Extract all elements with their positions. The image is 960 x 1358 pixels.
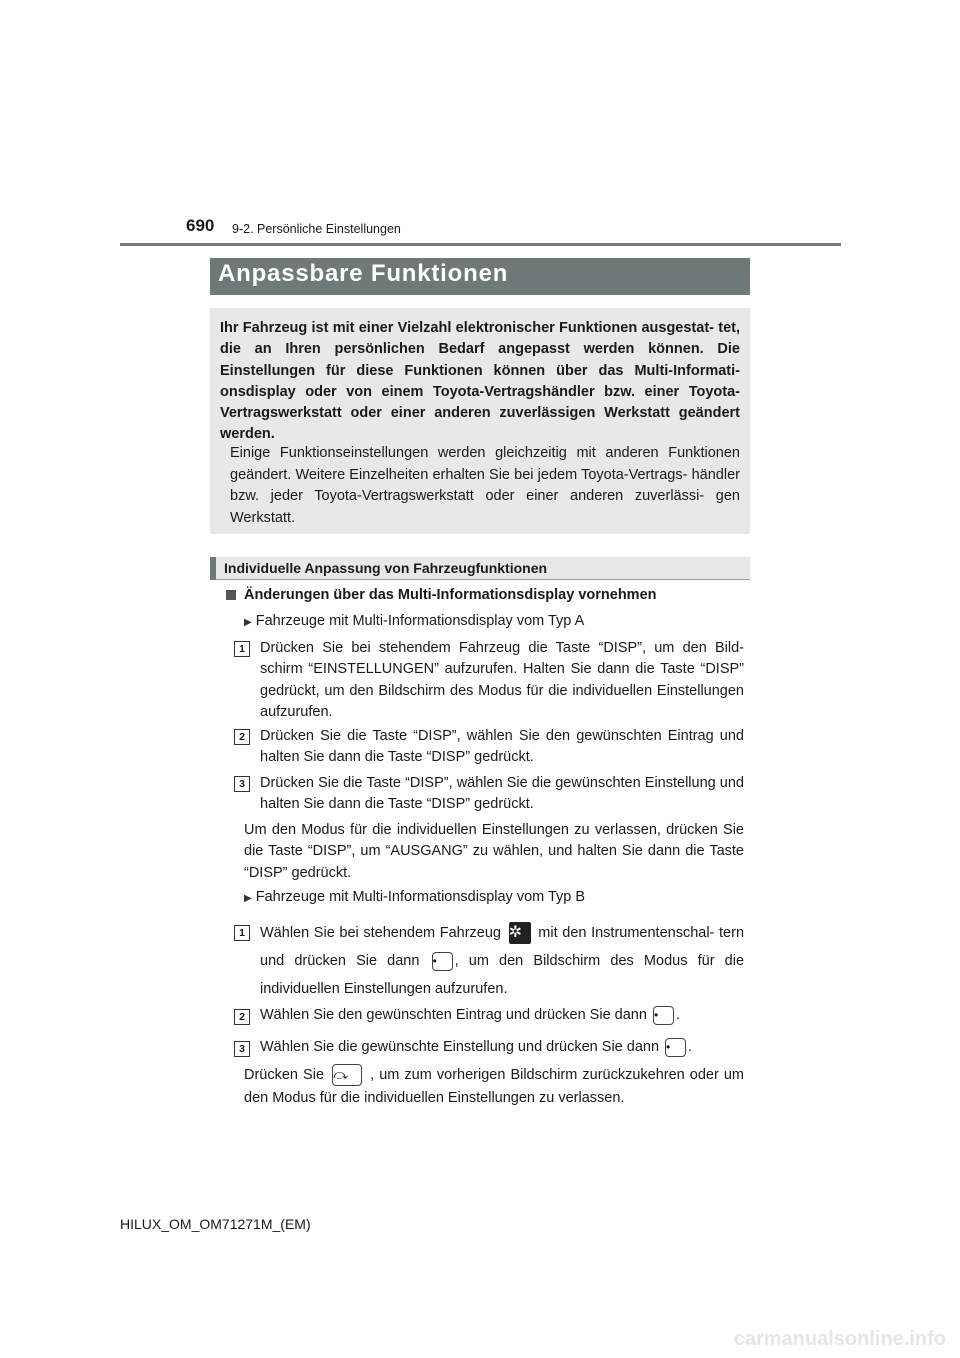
step-text: Drücken Sie bei stehendem Fahrzeug die Taste “DISP”, um den Bild- schirm “EINSTELLUNGEN” aufzurufen. Halten Sie dann die Taste “DISP” gedrückt, um den Bildschirm des Modus für die individuellen Einstellungen aufzurufen. bbox=[260, 640, 744, 720]
bullet-type-b-text: Fahrzeuge mit Multi-Informationsdisplay vom Typ B bbox=[255, 889, 586, 905]
triangle-bullet-icon: ▶ bbox=[244, 893, 252, 904]
step-text bbox=[260, 1037, 744, 1058]
step-text-part: . bbox=[675, 1007, 680, 1023]
step-text-part: Wählen Sie die gewünschte Einstellung und drücken Sie dann bbox=[260, 1039, 660, 1055]
bullet-type-a bbox=[244, 613, 584, 629]
step-text bbox=[260, 1005, 744, 1026]
intro-bold-text: Ihr Fahrzeug ist mit einer Vielzahl elektronischer Funktionen ausgestat- tet, die an Ihren persönlichen Bedarf angepasst werden können. Die Einstellungen für diese Funktionen können über das Multi-Informati- onsdisplay oder von einem Toyota-Vertragshändler bzw. einer Toyota- Vertragswerkstatt oder einer anderen zuverlässigen Werkstatt geändert werden. bbox=[220, 320, 740, 443]
step-text-part: , um den Bildschirm des Modus für die individuellen Einstellungen aufzurufen. bbox=[260, 953, 745, 997]
page-title: Anpassbare Funktionen bbox=[218, 260, 509, 287]
back-instructions bbox=[244, 1064, 744, 1110]
step-text-part: Wählen Sie den gewünschten Eintrag und drücken Sie dann bbox=[260, 1007, 647, 1023]
exit-instructions: Um den Modus für die individuellen Einstellungen zu verlassen, drücken Sie die Taste “DISP”, um “AUSGANG” zu wählen, und halten Sie dann die Taste “DISP” gedrückt. bbox=[244, 822, 744, 881]
step-number: 3 bbox=[234, 776, 250, 792]
watermark: carmanualsonline.info bbox=[733, 1328, 946, 1350]
step-number: 1 bbox=[234, 641, 250, 657]
heading-square-icon bbox=[226, 590, 236, 600]
section-heading: Änderungen über das Multi-Informationsdisplay vornehmen bbox=[244, 587, 657, 603]
bullet-type-a-text: Fahrzeuge mit Multi-Informationsdisplay vom Typ A bbox=[255, 613, 585, 629]
step-text-part: . bbox=[688, 1039, 693, 1055]
step-number: 3 bbox=[234, 1041, 250, 1057]
step-text: Drücken Sie die Taste “DISP”, wählen Sie den gewünschten Eintrag und halten Sie dann die Taste “DISP” gedrückt. bbox=[260, 728, 744, 766]
step-number: 1 bbox=[234, 925, 250, 941]
step-number: 2 bbox=[234, 729, 250, 745]
back-text-part: , um zum vorherigen Bildschirm zurückzukehren oder um den Modus für die individuellen Einstellungen zu verlassen. bbox=[244, 1067, 745, 1106]
ok-button-icon: • bbox=[665, 1038, 686, 1057]
step-text bbox=[260, 919, 744, 1003]
title-bar bbox=[210, 258, 750, 295]
subheader-title: Individuelle Anpassung von Fahrzeugfunktionen bbox=[224, 560, 548, 576]
back-text-part: Drücken Sie bbox=[244, 1067, 325, 1083]
subheader bbox=[210, 557, 750, 580]
section-title: 9-2. Persönliche Einstellungen bbox=[232, 222, 401, 236]
step-text-part: Wählen Sie bei stehendem Fahrzeug bbox=[260, 925, 502, 941]
page-number: 690 bbox=[186, 216, 215, 235]
header-rule bbox=[120, 243, 841, 246]
gear-icon: ✲ bbox=[509, 922, 531, 944]
back-button-icon: ⤼ bbox=[332, 1064, 362, 1086]
ok-button-icon: • bbox=[653, 1006, 674, 1025]
subheader-bar bbox=[210, 557, 216, 580]
step-text: Drücken Sie die Taste “DISP”, wählen Sie die gewünschten Einstellung und halten Sie dann die Taste “DISP” gedrückt. bbox=[260, 775, 744, 813]
step-text-part: mit den Instrumentenschal- tern und drücken Sie dann bbox=[260, 925, 745, 969]
intro-note-text: Einige Funktionseinstellungen werden gleichzeitig mit anderen Funktionen geändert. Weitere Einzelheiten erhalten Sie bei jedem Toyota-Vertrags- händler bzw. jeder Toyota-Vertragswerkstatt oder einer anderen zuverlässi- gen Werkstatt. bbox=[230, 445, 740, 526]
step-number: 2 bbox=[234, 1009, 250, 1025]
bullet-type-b bbox=[244, 889, 585, 905]
triangle-bullet-icon: ▶ bbox=[244, 617, 252, 628]
ok-button-icon: • bbox=[432, 952, 453, 971]
footer-code: HILUX_OM_OM71271M_(EM) bbox=[120, 1216, 311, 1232]
